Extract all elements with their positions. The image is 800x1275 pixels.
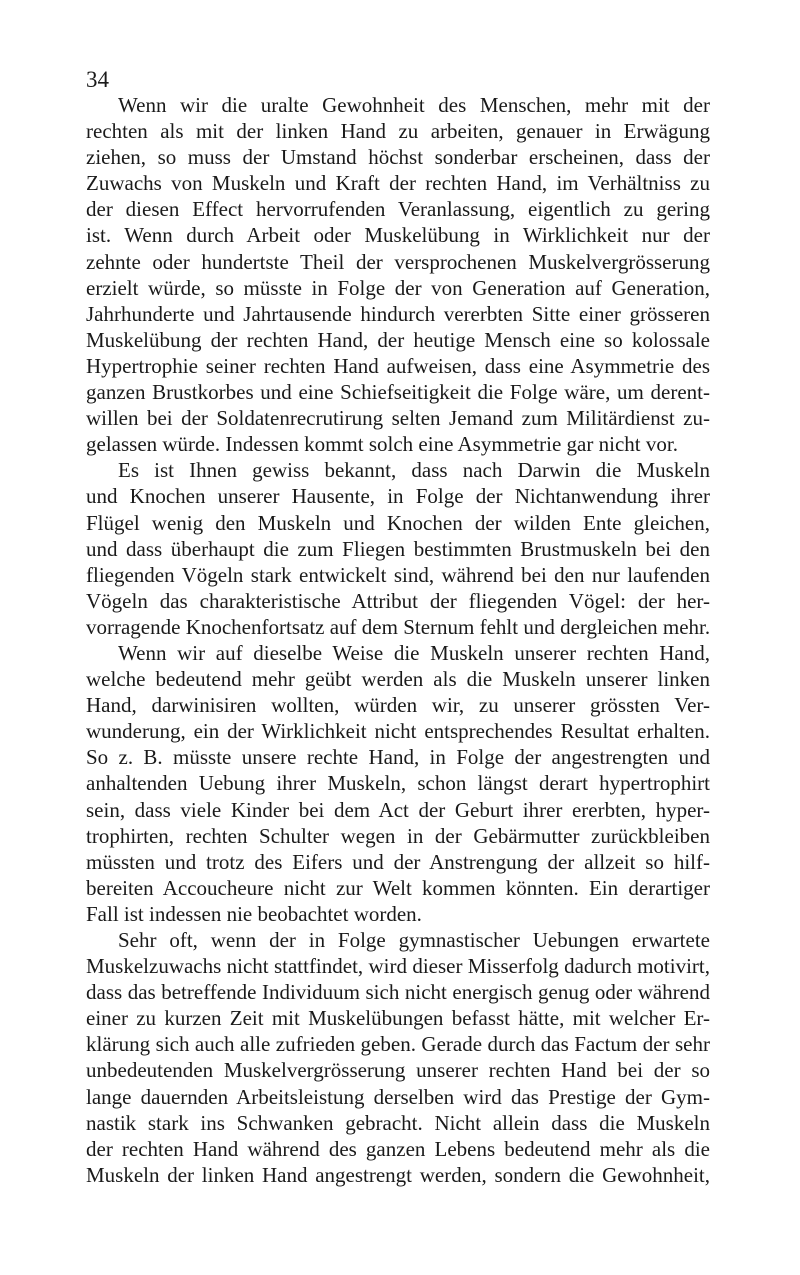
text-line: Muskeln der linken Hand angestrengt werden, sondern die Gewohnheit, <box>86 1162 710 1187</box>
text-line: welche bedeutend mehr geübt werden als die Muskeln unserer linken <box>86 667 710 692</box>
text-line: zehnte oder hundertste Theil der versprochenen Muskelvergrösserung <box>86 249 710 274</box>
text-line: trophirten, rechten Schulter wegen in der Gebärmutter zurückbleiben <box>86 823 710 848</box>
text-line: wunderung, ein der Wirklichkeit nicht entsprechendes Resultat erhalten. <box>86 719 710 744</box>
text-line: Hypertrophie seiner rechten Hand aufweisen, dass eine Asymmetrie des <box>86 353 710 378</box>
body-text <box>86 92 710 1188</box>
text-line: ist. Wenn durch Arbeit oder Muskelübung in Wirklichkeit nur der <box>86 223 710 248</box>
text-line: Hand, darwinisiren wollten, würden wir, zu unserer grössten Ver- <box>86 693 710 718</box>
text-line: Zuwachs von Muskeln und Kraft der rechten Hand, im Verhältniss zu <box>86 171 710 196</box>
text-line: Jahrhunderte und Jahrtausende hindurch vererbten Sitte einer grösseren <box>86 301 710 326</box>
text-line: Wenn wir die uralte Gewohnheit des Menschen, mehr mit der <box>118 93 710 117</box>
text-line: Sehr oft, wenn der in Folge gymnastischer Uebungen erwartete <box>118 928 710 952</box>
text-line: Es ist Ihnen gewiss bekannt, dass nach Darwin die Muskeln <box>118 458 710 483</box>
text-line: Flügel wenig den Muskeln und Knochen der wilden Ente gleichen, <box>86 510 710 535</box>
text-line: erzielt würde, so müsste in Folge der von Generation auf Generation, <box>86 275 710 300</box>
text-line: vorragende Knochenfortsatz auf dem Sternum fehlt und dergleichen mehr. <box>86 614 710 639</box>
text-line: einer zu kurzen Zeit mit Muskelübungen befasst hätte, mit welcher Er- <box>86 1006 710 1031</box>
text-line: gelassen würde. Indessen kommt solch eine Asymmetrie gar nicht vor. <box>86 432 678 457</box>
text-line: fliegenden Vögeln stark entwickelt sind, während bei den nur laufenden <box>86 562 710 587</box>
text-line: klärung sich auch alle zufrieden geben. Gerade durch das Factum der sehr <box>86 1032 710 1057</box>
text-line: Muskelübung der rechten Hand, der heutige Mensch eine so kolossale <box>86 327 710 352</box>
text-line: Muskelzuwachs nicht stattfindet, wird dieser Misserfolg dadurch motivirt, <box>86 954 710 979</box>
text-line: Wenn wir auf dieselbe Weise die Muskeln unserer rechten Hand, <box>118 640 710 665</box>
text-line: der rechten Hand während des ganzen Lebens bedeutend mehr als die <box>86 1136 710 1161</box>
text-line: anhaltenden Uebung ihrer Muskeln, schon längst derart hypertrophirt <box>86 771 710 796</box>
text-line: Fall ist indessen nie beobachtet worden. <box>86 901 422 926</box>
text-line: ziehen, so muss der Umstand höchst sonderbar erscheinen, dass der <box>86 145 710 170</box>
text-line: müssten und trotz des Eifers und der Anstrengung der allzeit so hilf- <box>86 849 710 874</box>
text-line: nastik stark ins Schwanken gebracht. Nicht allein dass die Muskeln <box>86 1110 710 1135</box>
text-line: willen bei der Soldatenrecrutirung selten Jemand zum Militärdienst zu- <box>86 406 710 431</box>
text-line: und dass überhaupt die zum Fliegen bestimmten Brustmuskeln bei den <box>86 536 710 561</box>
text-line: dass das betreffende Individuum sich nicht energisch genug oder während <box>86 980 710 1005</box>
text-line: sein, dass viele Kinder bei dem Act der Geburt ihrer ererbten, hyper- <box>86 797 710 822</box>
text-line: bereiten Accoucheure nicht zur Welt kommen könnten. Ein derartiger <box>86 875 710 900</box>
text-line: der diesen Effect hervorrufenden Veranlassung, eigentlich zu gering <box>86 197 710 222</box>
text-line: und Knochen unserer Hausente, in Folge der Nichtanwendung ihrer <box>86 484 710 509</box>
text-line: So z. B. müsste unsere rechte Hand, in Folge der angestrengten und <box>86 745 710 770</box>
text-line: rechten als mit der linken Hand zu arbeiten, genauer in Erwägung <box>86 119 710 144</box>
text-line: lange dauernden Arbeitsleistung derselben wird das Prestige der Gym- <box>86 1084 710 1109</box>
page-number: 34 <box>86 67 109 92</box>
text-line: unbedeutenden Muskelvergrösserung unserer rechten Hand bei der so <box>86 1058 710 1083</box>
text-line: ganzen Brustkorbes und eine Schiefseitigkeit die Folge wäre, um derent- <box>86 380 710 405</box>
text-line: Vögeln das charakteristische Attribut der fliegenden Vögel: der her- <box>86 588 710 613</box>
